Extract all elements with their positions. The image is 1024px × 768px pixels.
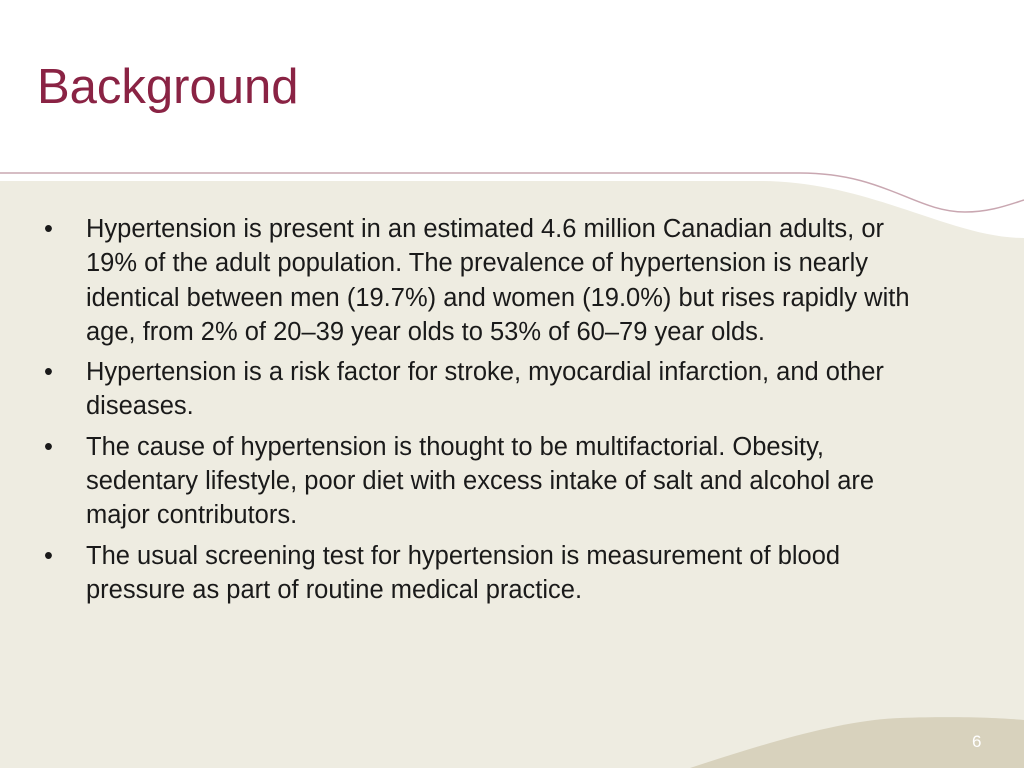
bullet-text: Hypertension is a risk factor for stroke, myocardial infarction, and other diseases. [86,358,884,421]
bullet-text: Hypertension is present in an estimated 4.6 million Canadian adults, or 19% of the adult population. The prevalence of hypertension is nearly identical between men (19.7%) and women (19.0%) but rises rapidly with age, from 2% of 20–39 year olds to 53% of 60–79 year olds. [86,215,910,346]
slide-title: Background [37,60,299,114]
bullet-item [44,539,924,608]
bullet-dot-icon: • [44,358,53,387]
bullet-dot-icon: • [44,432,53,461]
bullet-dot-icon: • [44,541,53,570]
bullet-item [44,430,924,533]
bullet-item [44,355,924,424]
bullet-text: The usual screening test for hypertension is measurement of blood pressure as part of routine medical practice. [86,541,841,604]
bullet-text: The cause of hypertension is thought to be multifactorial. Obesity, sedentary lifestyle, poor diet with excess intake of salt and alcohol are major contributors. [86,432,875,530]
page-number: 6 [972,732,982,751]
bullet-item [44,212,924,349]
bullet-dot-icon: • [44,215,53,243]
bullet-list [44,212,924,613]
